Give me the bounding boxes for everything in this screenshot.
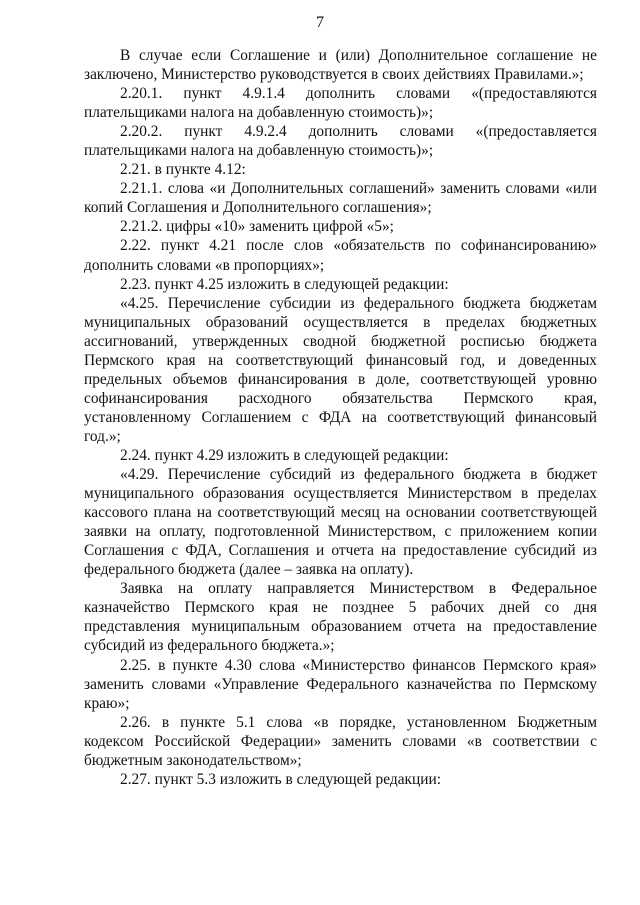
paragraph: 2.21. в пункте 4.12: (120, 161, 246, 179)
paragraph: 2.23. пункт 4.25 изложить в следующей редакции: (120, 275, 449, 293)
paragraph: 2.25. в пункте 4.30 слова «Министерство финансов Пермского края» заменить словами «Управление Федерального казначейства по Пермскому краю»; (84, 656, 597, 712)
paragraph: 2.26. в пункте 5.1 слова «в порядке, установленном Бюджетным кодексом Российской Федерации» заменить словами «в соответствии с бюджетным законодательством»; (84, 713, 597, 769)
paragraph: «4.29. Перечисление субсидий из федерального бюджета в бюджет муниципального образования осуществляется Министерством в пределах кассового плана на соответствующий месяц на основании соответствующей заявки на оплату, подготовленной Министерством, с приложением копии Соглашения с ФДА, Соглашения и отчета на предоставление субсидий из федерального бюджета (далее – заявка на оплату). (84, 466, 597, 579)
paragraph: 2.21.1. слова «и Дополнительных соглашений» заменить словами «или копий Соглашения и Дополнительного соглашения»; (84, 180, 597, 217)
paragraph: В случае если Соглашение и (или) Дополнительное соглашение не заключено, Министерство руководствуется в своих действиях Правилами.»; (84, 47, 597, 84)
document-body (84, 46, 597, 789)
paragraph: 2.24. пункт 4.29 изложить в следующей редакции: (120, 446, 449, 464)
page-number: 7 (316, 14, 324, 31)
paragraph: 2.27. пункт 5.3 изложить в следующей редакции: (120, 770, 441, 788)
paragraph: 2.22. пункт 4.21 после слов «обязательств по софинансированию» дополнить словами «в пропорциях»; (84, 237, 597, 274)
paragraph: 2.21.2. цифры «10» заменить цифрой «5»; (120, 218, 394, 236)
paragraph: Заявка на оплату направляется Министерством в Федеральное казначейство Пермского края не позднее 5 рабочих дней со дня представления муниципальным образованием отчета на предоставление субсидий из федерального бюджета.»; (84, 580, 597, 655)
paragraph: «4.25. Перечисление субсидии из федерального бюджета бюджетам муниципальных образований осуществляется в пределах бюджетных ассигнований, утвержденных сводной бюджетной росписью бюджета Пермского края на соответствующий финансовый год, и доведенных предельных объемов финансирования в доле, соответствующей уровню софинансирования расходного обязательства Пермского края, установленному Соглашением с ФДА на соответствующий финансовый год.»; (84, 294, 597, 445)
paragraph: 2.20.1. пункт 4.9.1.4 дополнить словами «(предоставляются плательщиками налога на добавленную стоимость)»; (84, 85, 597, 122)
paragraph: 2.20.2. пункт 4.9.2.4 дополнить словами «(предоставляется плательщиками налога на добавленную стоимость)»; (84, 123, 597, 160)
